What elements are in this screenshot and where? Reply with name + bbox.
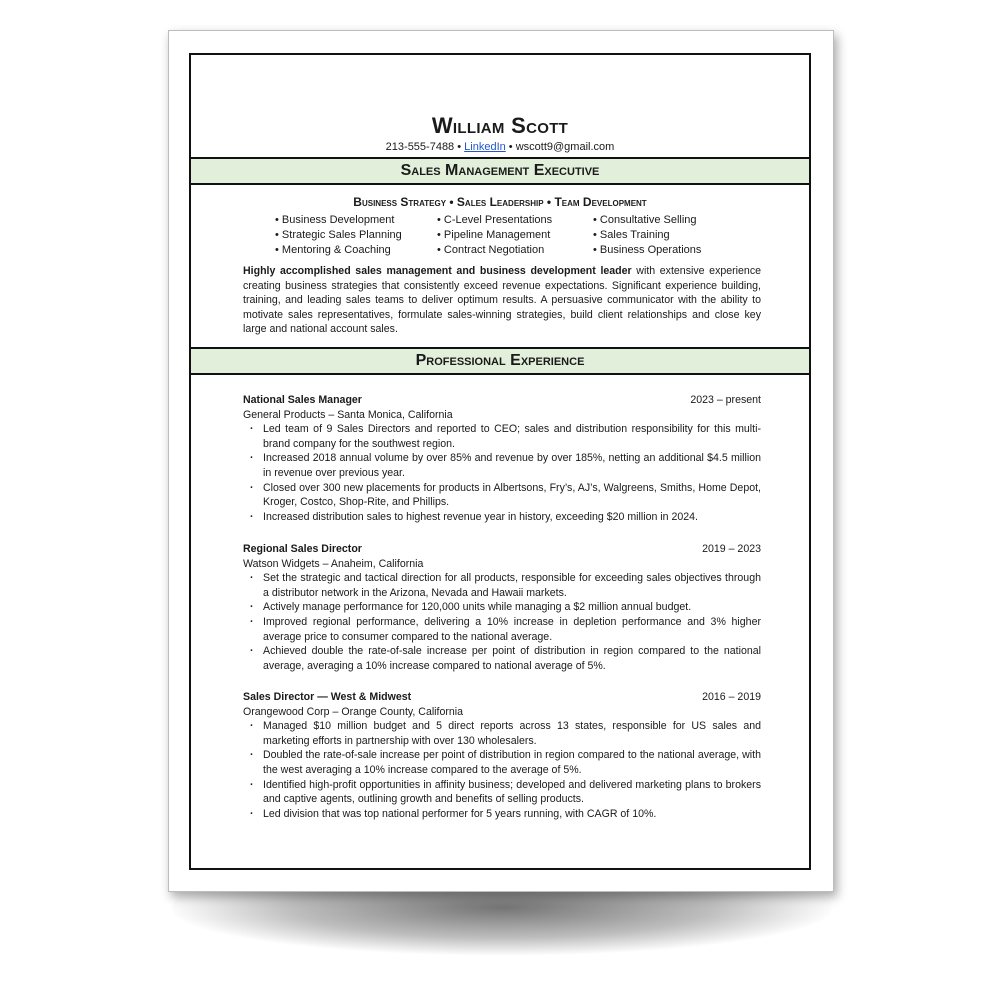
job-bullet: · Identified high-profit opportunities in affinity business; developed and delivered marketing plans to brokers and captive agents, outlining growth and benefits of selling products. bbox=[263, 778, 761, 807]
job-bullet: · Led division that was top national performer for 5 years running, with CAGR of 10%. bbox=[263, 807, 761, 822]
skill-item: • Pipeline Management bbox=[437, 228, 552, 243]
competency-line: Business Strategy • Sales Leadership • Team Development bbox=[353, 195, 647, 209]
skill-item: • Mentoring & Coaching bbox=[275, 243, 402, 258]
job-bullets bbox=[243, 422, 761, 524]
job-title: Regional Sales Director bbox=[243, 543, 362, 555]
job-company: Watson Widgets – Anaheim, California bbox=[243, 557, 424, 570]
job-bullet: · Increased 2018 annual volume by over 85% and revenue by over 185%, netting an additional $4.5 million in revenue over previous year. bbox=[263, 451, 761, 480]
phone: 213-555-7488 bbox=[385, 141, 455, 153]
job-title: National Sales Manager bbox=[243, 394, 362, 406]
skill-item: • C-Level Presentations bbox=[437, 213, 552, 228]
job-bullet: · Achieved double the rate-of-sale increase per point of distribution in region compared to the national average, averaging a 10% increase compared to national average of 5%. bbox=[263, 644, 761, 673]
skills-column-2 bbox=[437, 213, 552, 258]
summary-lead: Highly accomplished sales management and business development leader bbox=[243, 265, 632, 277]
job-bullets bbox=[243, 571, 761, 673]
summary-text: with extensive experience creating business strategies that consistently exceed revenue expectations. Significant experience building, training, and leading sales teams to deliver optimum results. A persuasive communicator with the ability to motivate sales representatives, formulate sales-winning strategies, build client relationships and close key large and national account sales. bbox=[243, 265, 762, 336]
skills-column-3 bbox=[593, 213, 701, 258]
skills-column-1 bbox=[275, 213, 402, 258]
contact-line: 213-555-7488 • LinkedIn • wscott9@gmail.com bbox=[385, 141, 615, 153]
resume-frame bbox=[189, 53, 811, 870]
job-bullet: · Closed over 300 new placements for products in Albertsons, Fry’s, AJ’s, Walgreens, Smiths, Home Depot, Kroger, Costco, Shop-Rite, and Phillips. bbox=[263, 481, 761, 510]
resume-page bbox=[168, 30, 834, 892]
summary-paragraph bbox=[243, 264, 761, 337]
job-bullet: · Doubled the rate-of-sale increase per point of distribution in region compared to the national average, with the west averaging a 10% increase compared to the average of 5%. bbox=[263, 748, 761, 777]
skill-item: • Business Operations bbox=[593, 243, 701, 258]
headline-band: Sales Management Executive bbox=[191, 157, 809, 185]
skill-item: • Business Development bbox=[275, 213, 402, 228]
job-bullet: · Increased distribution sales to highest revenue year in history, exceeding $20 million in 2024. bbox=[263, 510, 761, 525]
job-company: General Products – Santa Monica, California bbox=[243, 408, 453, 421]
job-dates: 2019 – 2023 bbox=[702, 543, 761, 555]
job-dates: 2023 – present bbox=[690, 394, 761, 406]
linkedin-link[interactable]: LinkedIn bbox=[464, 141, 506, 153]
job-bullet: · Led team of 9 Sales Directors and reported to CEO; sales and distribution responsibility for this multi-brand company for the southwest region. bbox=[263, 422, 761, 451]
job-entry bbox=[243, 690, 761, 821]
skill-item: • Strategic Sales Planning bbox=[275, 228, 402, 243]
skill-item: • Sales Training bbox=[593, 228, 701, 243]
skill-item: • Consultative Selling bbox=[593, 213, 701, 228]
candidate-name: William Scott bbox=[431, 113, 569, 138]
job-dates: 2016 – 2019 bbox=[702, 691, 761, 703]
job-bullets bbox=[243, 719, 761, 821]
job-bullet: · Set the strategic and tactical direction for all products, responsible for exceeding sales objectives through a distributor network in the Arizona, Nevada and Hawaii markets. bbox=[263, 571, 761, 600]
email: wscott9@gmail.com bbox=[515, 141, 615, 153]
skill-item: • Contract Negotiation bbox=[437, 243, 552, 258]
job-title: Sales Director — West & Midwest bbox=[243, 691, 412, 703]
job-bullet: · Managed $10 million budget and 5 direct reports across 13 states, responsible for US sales and marketing efforts in partnership with over 130 wholesalers. bbox=[263, 719, 761, 748]
job-company: Orangewood Corp – Orange County, California bbox=[243, 705, 464, 718]
job-bullet: · Improved regional performance, delivering a 10% increase in depletion performance and 3% higher average price to consumer compared to the national average. bbox=[263, 615, 761, 644]
job-entry bbox=[243, 393, 761, 524]
job-entry bbox=[243, 542, 761, 673]
experience-band: Professional Experience bbox=[191, 347, 809, 375]
job-bullet: · Actively manage performance for 120,000 units while managing a $2 million annual budget. bbox=[263, 600, 761, 615]
